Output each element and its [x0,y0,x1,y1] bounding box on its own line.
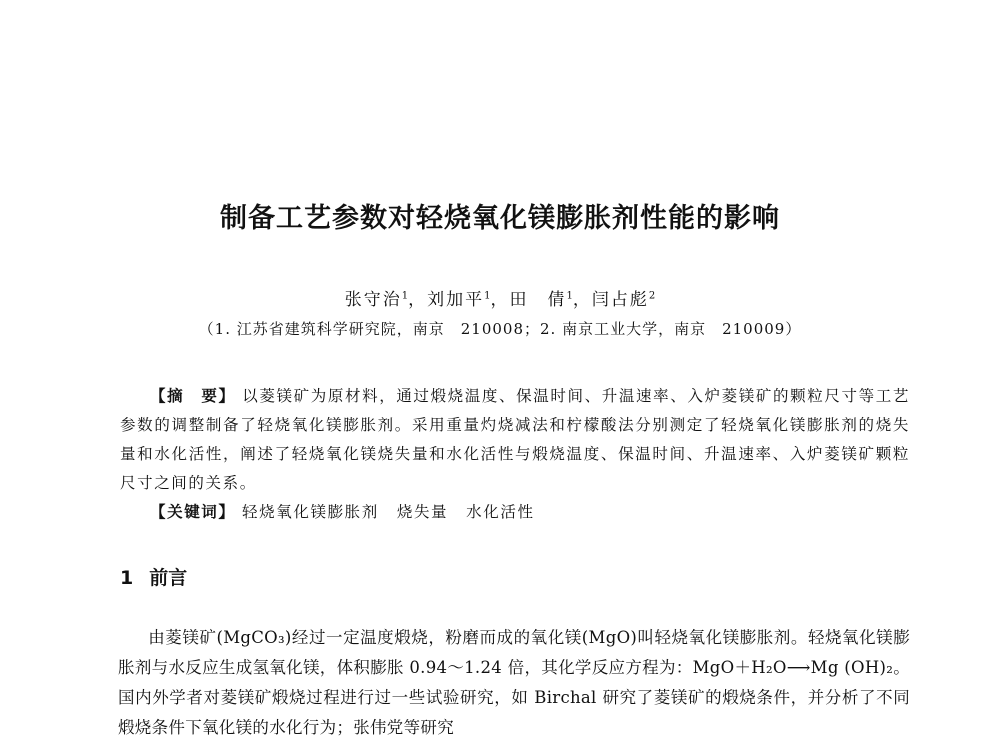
author-affiliation-mark: 1 [484,290,491,302]
author-list [0,285,1000,310]
body-paragraph-text: 由菱镁矿(MgCO₃)经过一定温度煅烧，粉磨而成的氧化镁(MgO)叫轻烧氧化镁膨胀剂。轻烧氧化镁膨胀剂与水反应生成氢氧化镁，体积膨胀 0.94～1.24 倍，其化学反应方程为：MgO＋H₂O⟶Mg (OH)₂。国内外学者对菱镁矿煅烧过程进行过一些试验研究，如 Birchal 研究了菱镁矿的煅烧条件，并分析了不同煅烧条件下氧化镁的水化行为；张伟党等研究 [118,628,910,737]
author-separator: ， [490,290,510,310]
section-number: 1 [120,567,134,589]
author-name: 田 倩 [509,290,567,310]
author-name: 张守治 [344,290,402,310]
section-heading [120,563,187,590]
abstract-text: 以菱镁矿为原材料，通过煅烧温度、保温时间、升温速率、入炉菱镁矿的颗粒尺寸等工艺参数的调整制备了轻烧氧化镁膨胀剂。采用重量灼烧减法和柠檬酸法分别测定了轻烧氧化镁膨胀剂的烧失量和水化活性，阐述了轻烧氧化镁烧失量和水化活性与煅烧温度、保温时间、升温速率、入炉菱镁矿颗粒尺寸之间的关系。 [120,387,910,492]
abstract-block [120,382,910,527]
abstract-paragraph [120,382,910,498]
author-affiliation-mark: 2 [648,290,656,302]
author-affiliation-mark: 1 [401,290,409,302]
body-paragraph [118,623,910,743]
author-name: 刘加平 [427,290,485,310]
body-text [118,623,910,743]
author-separator: ， [572,290,592,310]
section-title: 前言 [149,567,188,589]
author-name: 闫占彪 [591,290,649,310]
author-separator: ， [408,290,428,310]
keyword: 轻烧氧化镁膨胀剂 [242,503,379,521]
abstract-label: 【摘 要】 [150,387,236,405]
keyword: 水化活性 [466,503,535,521]
author-affiliation-mark: 1 [566,290,573,302]
keywords-label: 【关键词】 [150,503,236,521]
affiliations: （1. 江苏省建筑科学研究院，南京 210008；2. 南京工业大学，南京 210009） [198,320,802,338]
paper-title: 制备工艺参数对轻烧氧化镁膨胀剂性能的影响 [220,203,780,234]
keywords-line [120,498,910,527]
keyword: 烧失量 [396,503,449,521]
